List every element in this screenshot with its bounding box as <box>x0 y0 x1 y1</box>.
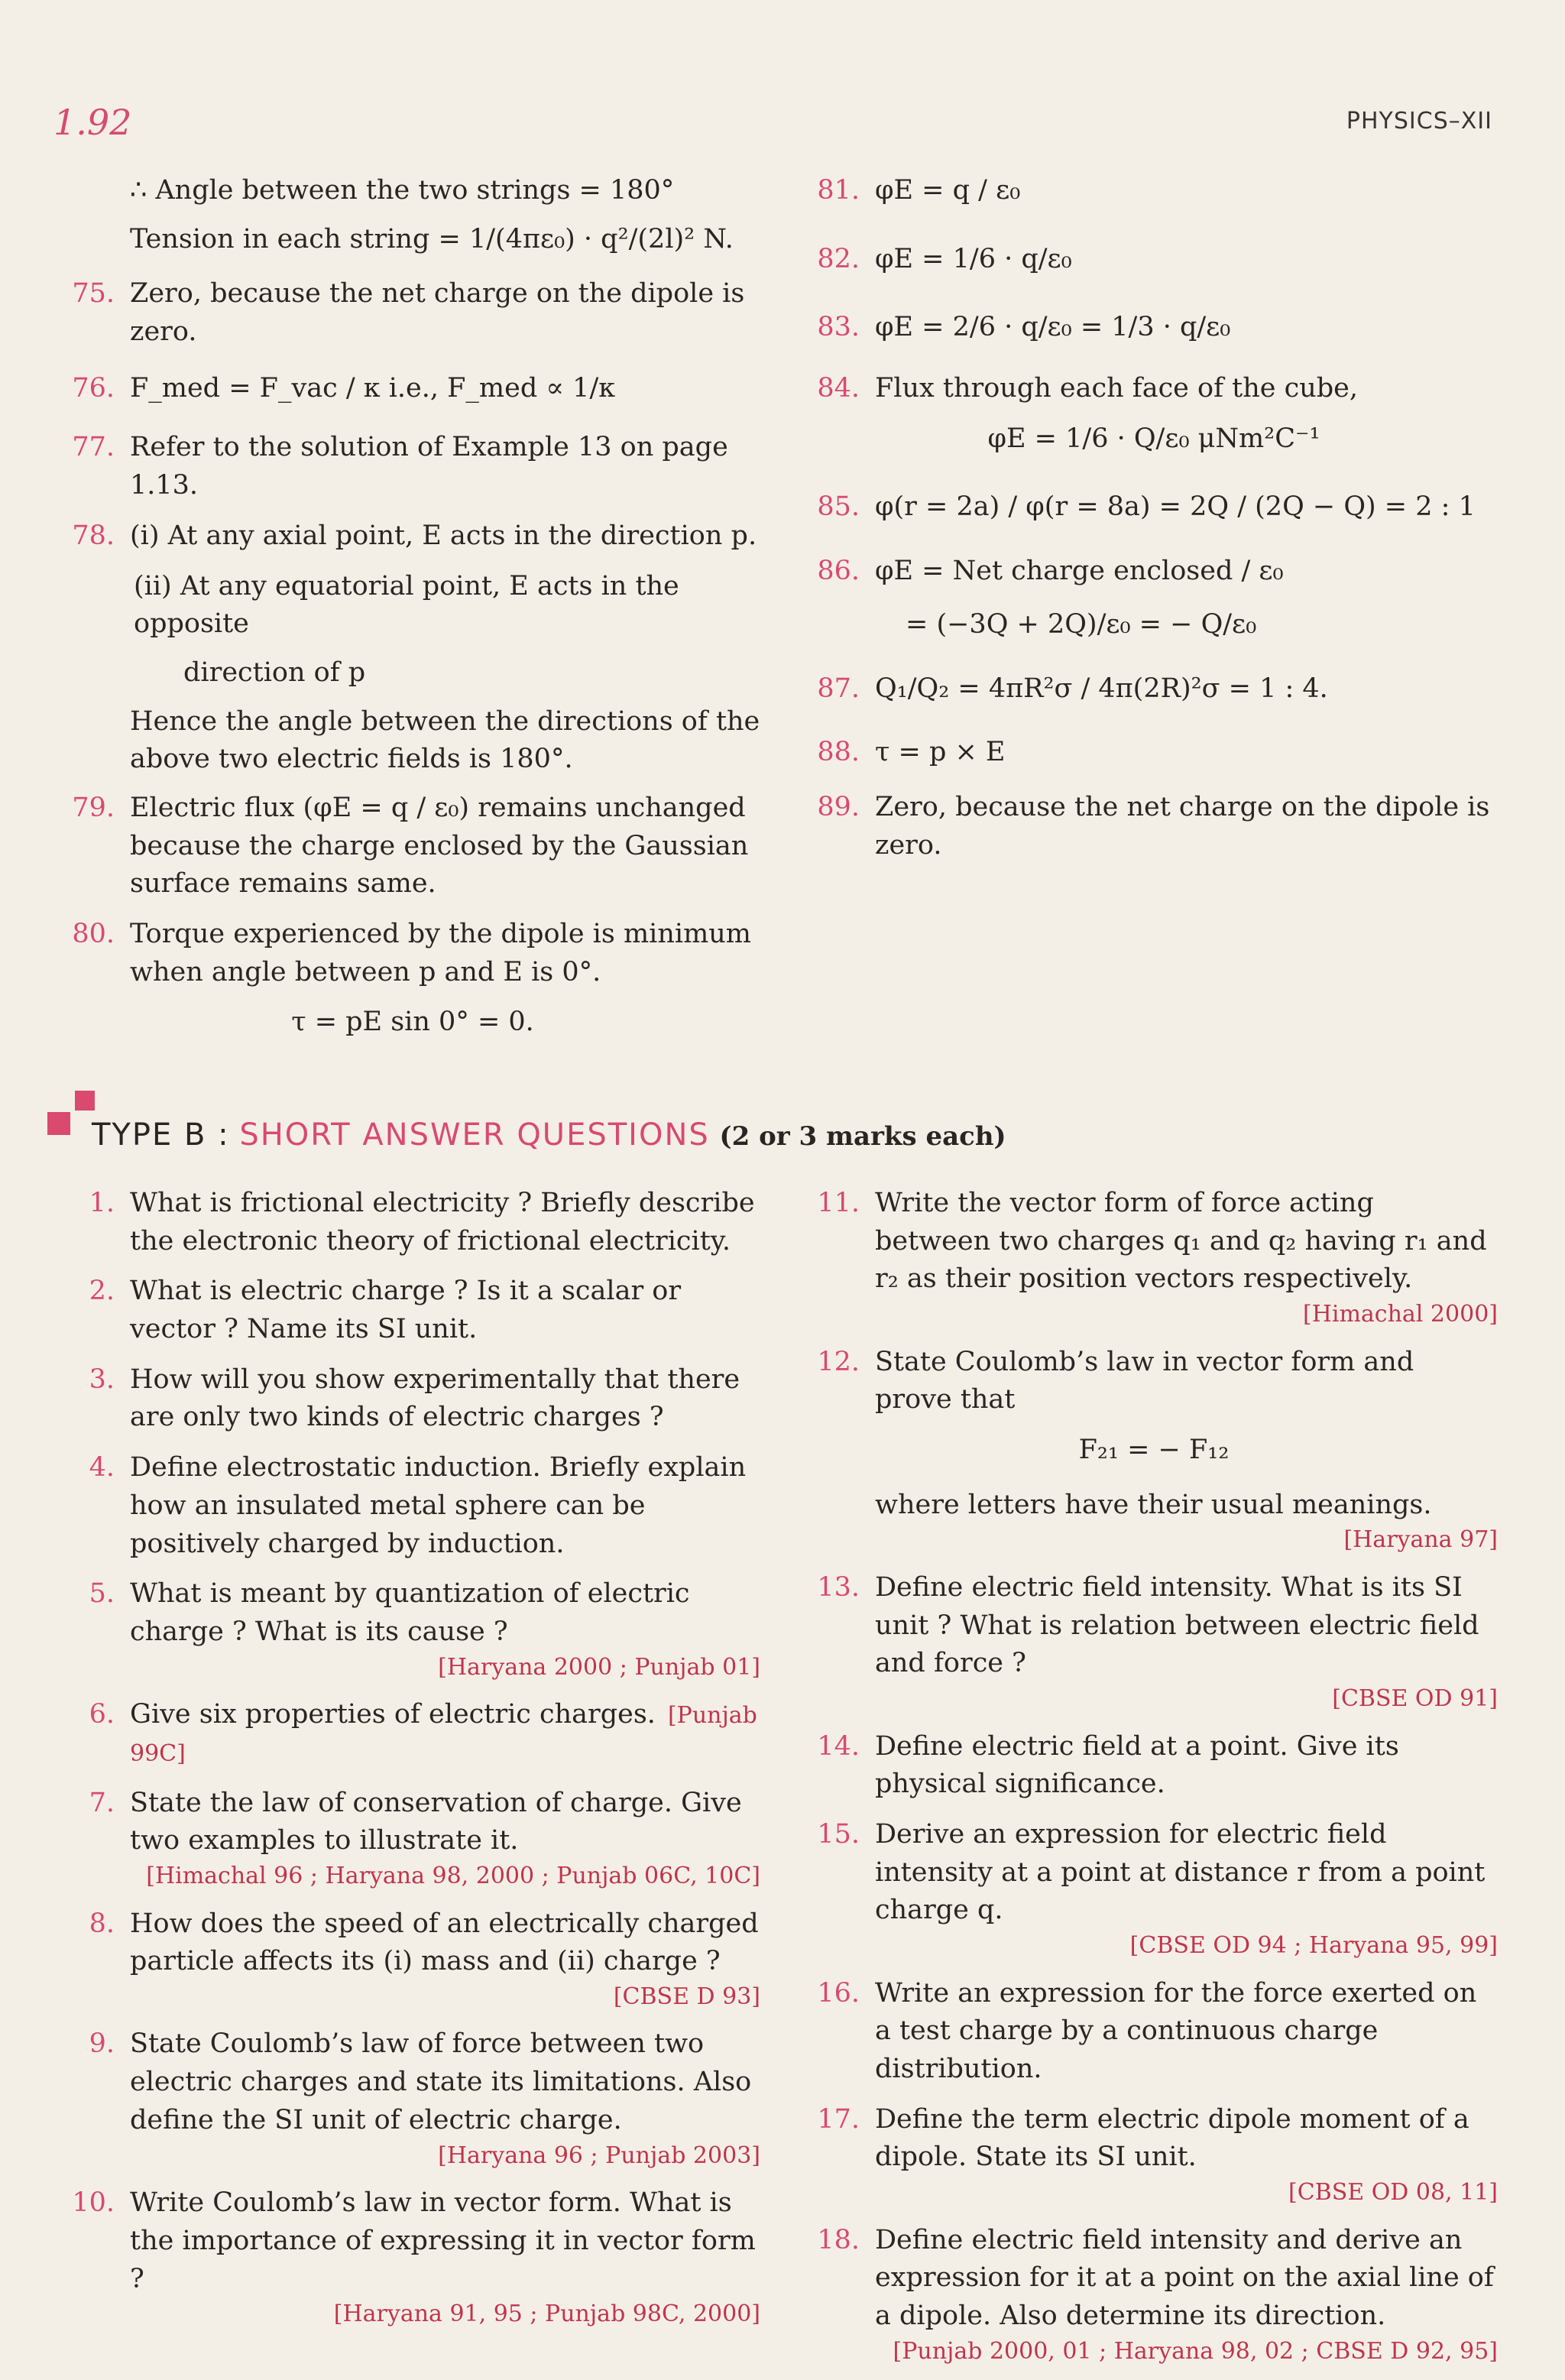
question-item <box>810 1728 1498 1804</box>
answer-number: 79. <box>72 792 115 823</box>
question-number: 5. <box>89 1578 115 1610</box>
question-text: Define electrostatic induction. Briefly explain how an insulated metal sphere can be positively charged by induction. <box>130 1452 747 1559</box>
question-number: 2. <box>89 1276 115 1307</box>
question-source: [CBSE D 93] <box>613 1983 760 2010</box>
question-item <box>65 2025 760 2172</box>
answer-item <box>810 370 1498 408</box>
answer-item <box>65 916 760 991</box>
question-number: 17. <box>817 2103 860 2135</box>
question-text: What is electric charge ? Is it a scalar or vector ? Name its SI unit. <box>130 1276 682 1345</box>
question-text: Give six properties of electric charges. <box>130 1699 656 1730</box>
question-text: How will you show experimentally that there are only two kinds of electric charges ? <box>130 1363 740 1433</box>
section-name: SHORT ANSWER QUESTIONS <box>239 1117 710 1153</box>
answer-text: Q₁/Q₂ = 4πR²σ / 4π(2R)²σ = 1 : 4. <box>875 673 1328 704</box>
section-type: TYPE B : <box>92 1117 230 1153</box>
answer-item <box>810 789 1498 864</box>
answer-number: 86. <box>817 556 860 587</box>
question-number: 9. <box>89 2028 115 2060</box>
question-number: 13. <box>817 1572 860 1603</box>
question-text: Define electric field intensity and derive an expression for it at a point on the axial line of a dipole. Also determine its direction. <box>875 2224 1494 2332</box>
answer-item <box>810 309 1498 347</box>
question-source: [CBSE OD 91] <box>1332 1685 1498 1713</box>
running-head: PHYSICS–XII <box>1346 108 1492 135</box>
question-item <box>65 1449 760 1563</box>
question-text: Define the term electric dipole moment of a dipole. State its SI unit. <box>875 2103 1469 2173</box>
question-text: What is meant by quantization of electric charge ? What is its cause ? <box>130 1578 690 1647</box>
answers-left-column <box>65 172 760 1059</box>
question-number: 11. <box>817 1188 860 1218</box>
question-text: Define electric field at a point. Give its physical significance. <box>875 1730 1399 1800</box>
answer-item <box>65 790 760 903</box>
question-source: [CBSE OD 94 ; Haryana 95, 99] <box>1129 1932 1498 1960</box>
questions-left-column <box>65 1185 760 2343</box>
question-number: 14. <box>817 1730 860 1762</box>
hence-text: Hence the angle between the directions of the above two electric fields is 180°. <box>130 705 760 775</box>
question-text: State Coulomb’s law of force between two electric charges and state its limitations. Also define the SI unit of electric charge. <box>130 2028 752 2135</box>
question-item <box>65 1905 760 2014</box>
question-text: Derive an expression for electric field intensity at a point at distance r from a point charge q. <box>875 1819 1486 1926</box>
question-item <box>65 1696 760 1772</box>
question-item <box>65 1361 760 1437</box>
question-number: 16. <box>817 1977 860 2009</box>
question-number: 6. <box>89 1699 115 1730</box>
answer-number: 85. <box>817 491 860 523</box>
question-item <box>810 2101 1498 2210</box>
question-source: [Haryana 96 ; Punjab 2003] <box>438 2142 760 2169</box>
question-number: 1. <box>89 1188 115 1218</box>
question-item <box>65 2184 760 2331</box>
answer-item <box>65 429 760 504</box>
question-number: 4. <box>89 1452 115 1483</box>
answer-number: 83. <box>817 312 860 343</box>
answer-text: (i) At any axial point, E acts in the direction p. <box>130 520 757 551</box>
charge-equation: = (−3Q + 2Q)/ε₀ = − Q/ε₀ <box>906 608 1257 640</box>
question-item <box>810 1185 1498 1331</box>
answer-item <box>65 275 760 351</box>
item78-ii-cont: direction of p <box>183 657 366 688</box>
question-number: 10. <box>72 2187 115 2219</box>
question-source: [Himachal 2000] <box>1303 1301 1498 1328</box>
tension-line <box>65 221 760 259</box>
question-item <box>65 1575 760 1684</box>
coulomb-vector-equation: F₂₁ = − F₁₂ <box>1078 1435 1230 1466</box>
question-text: State the law of conservation of charge. Give two examples to illustrate it. <box>130 1787 742 1856</box>
answer-text: φE = 1/6 · q/ε₀ <box>875 243 1072 274</box>
question-source: [Punjab 99C] <box>130 1702 757 1767</box>
question-number: 18. <box>817 2224 860 2255</box>
answer-number: 75. <box>72 278 115 310</box>
answer-text: Refer to the solution of Example 13 on page 1.13. <box>130 432 728 501</box>
question-source: [CBSE OD 08, 11] <box>1288 2179 1498 2207</box>
answer-text: φE = 2/6 · q/ε₀ = 1/3 · q/ε₀ <box>875 312 1231 343</box>
question-text: Write Coulomb’s law in vector form. What is the importance of expressing it in vector form ? <box>130 2187 756 2294</box>
question-item <box>810 1816 1498 1963</box>
answer-number: 78. <box>72 520 115 551</box>
angle-line: ∴ Angle between the two strings = 180° <box>130 175 675 206</box>
answer-text: τ = p × E <box>875 737 1006 768</box>
answer-number: 76. <box>72 372 115 404</box>
answer-number: 82. <box>817 243 860 274</box>
question-item <box>810 2222 1498 2369</box>
questions-right-column <box>810 1185 1498 2380</box>
question-item <box>65 1273 760 1348</box>
question-text: How does the speed of an electrically charged particle affects its (i) mass and (ii) charge ? <box>130 1908 759 1977</box>
question-number: 8. <box>89 1908 115 1939</box>
question-source: [Punjab 2000, 01 ; Haryana 98, 02 ; CBSE D 92, 95] <box>893 2337 1498 2365</box>
question-item <box>65 1785 760 1893</box>
answer-item <box>810 553 1498 591</box>
question-source: [Haryana 91, 95 ; Punjab 98C, 2000] <box>333 2301 760 2328</box>
section-heading <box>47 1112 1194 1159</box>
question-item <box>65 1185 760 1260</box>
flux-face-equation: φE = 1/6 · Q/ε₀ μNm²C⁻¹ <box>987 423 1320 454</box>
question-number: 7. <box>89 1787 115 1818</box>
answer-text: Zero, because the net charge on the dipole is zero. <box>875 791 1490 861</box>
question-number: 12. <box>817 1346 860 1377</box>
question-text: State Coulomb’s law in vector form and prove that <box>875 1346 1414 1415</box>
question-number: 15. <box>817 1819 860 1850</box>
answer-text: Zero, because the net charge on the dipole is zero. <box>130 278 745 348</box>
section-marks: (2 or 3 marks each) <box>719 1121 1006 1152</box>
answer-item <box>810 734 1498 772</box>
q12-tail: where letters have their usual meanings. <box>875 1489 1432 1520</box>
answer-text: φE = q / ε₀ <box>875 175 1021 206</box>
question-text: Write an expression for the force exerted on a test charge by a continuous charge distribution. <box>875 1977 1477 2085</box>
question-source: [Himachal 96 ; Haryana 98, 2000 ; Punjab 06C, 10C] <box>146 1862 760 1889</box>
answer-item <box>810 241 1498 279</box>
answer-item <box>810 670 1498 708</box>
answers-right-column <box>810 172 1498 877</box>
answer-text: φE = Net charge enclosed / ε₀ <box>875 556 1284 587</box>
bullet-square-icon <box>75 1091 95 1111</box>
answer-text: Torque experienced by the dipole is minimum when angle between p and E is 0°. <box>130 919 751 987</box>
question-number: 3. <box>89 1363 115 1395</box>
page-number: 1.92 <box>53 102 132 143</box>
answer-item <box>65 370 760 408</box>
question-source: [Haryana 97] <box>1343 1526 1498 1554</box>
question-text: Define electric field intensity. What is its SI unit ? What is relation between electric field and force ? <box>875 1572 1479 1679</box>
question-item <box>810 1344 1498 1419</box>
answer-number: 87. <box>817 673 860 704</box>
answer-number: 84. <box>817 373 860 404</box>
answer-text: φ(r = 2a) / φ(r = 8a) = 2Q / (2Q − Q) = 2 : 1 <box>875 491 1476 523</box>
answer-number: 89. <box>817 791 860 822</box>
question-item <box>810 1975 1498 2089</box>
question-item <box>810 1569 1498 1716</box>
answer-item <box>810 172 1498 210</box>
item78-ii: (ii) At any equatorial point, E acts in the opposite <box>134 570 679 640</box>
answer-text: F_med = F_vac / κ i.e., F_med ∝ 1/κ <box>130 372 616 404</box>
answer-number: 77. <box>72 432 115 463</box>
page-header <box>53 98 1492 144</box>
answer-item <box>65 517 760 556</box>
question-text: Write the vector form of force acting between two charges q₁ and q₂ having r₁ and r₂ as their position vectors respectively. <box>875 1188 1487 1295</box>
tension-label: Tension in each string <box>130 223 430 255</box>
question-text: What is frictional electricity ? Briefly describe the electronic theory of frictional electricity. <box>130 1188 755 1256</box>
bullet-square-icon <box>47 1112 70 1135</box>
question-source: [Haryana 2000 ; Punjab 01] <box>438 1653 760 1681</box>
answer-number: 81. <box>817 175 860 206</box>
answer-item <box>810 488 1498 527</box>
answer-number: 88. <box>817 737 860 768</box>
torque-equation: τ = pE sin 0° = 0. <box>291 1007 534 1038</box>
answer-number: 80. <box>72 919 115 949</box>
tension-equation: = 1/(4πε₀) · q²/(2l)² N. <box>438 223 734 255</box>
answer-text: Flux through each face of the cube, <box>875 373 1358 404</box>
answer-text: Electric flux (φE = q / ε₀) remains unchanged because the charge enclosed by the Gaussian surface remains same. <box>130 792 749 900</box>
